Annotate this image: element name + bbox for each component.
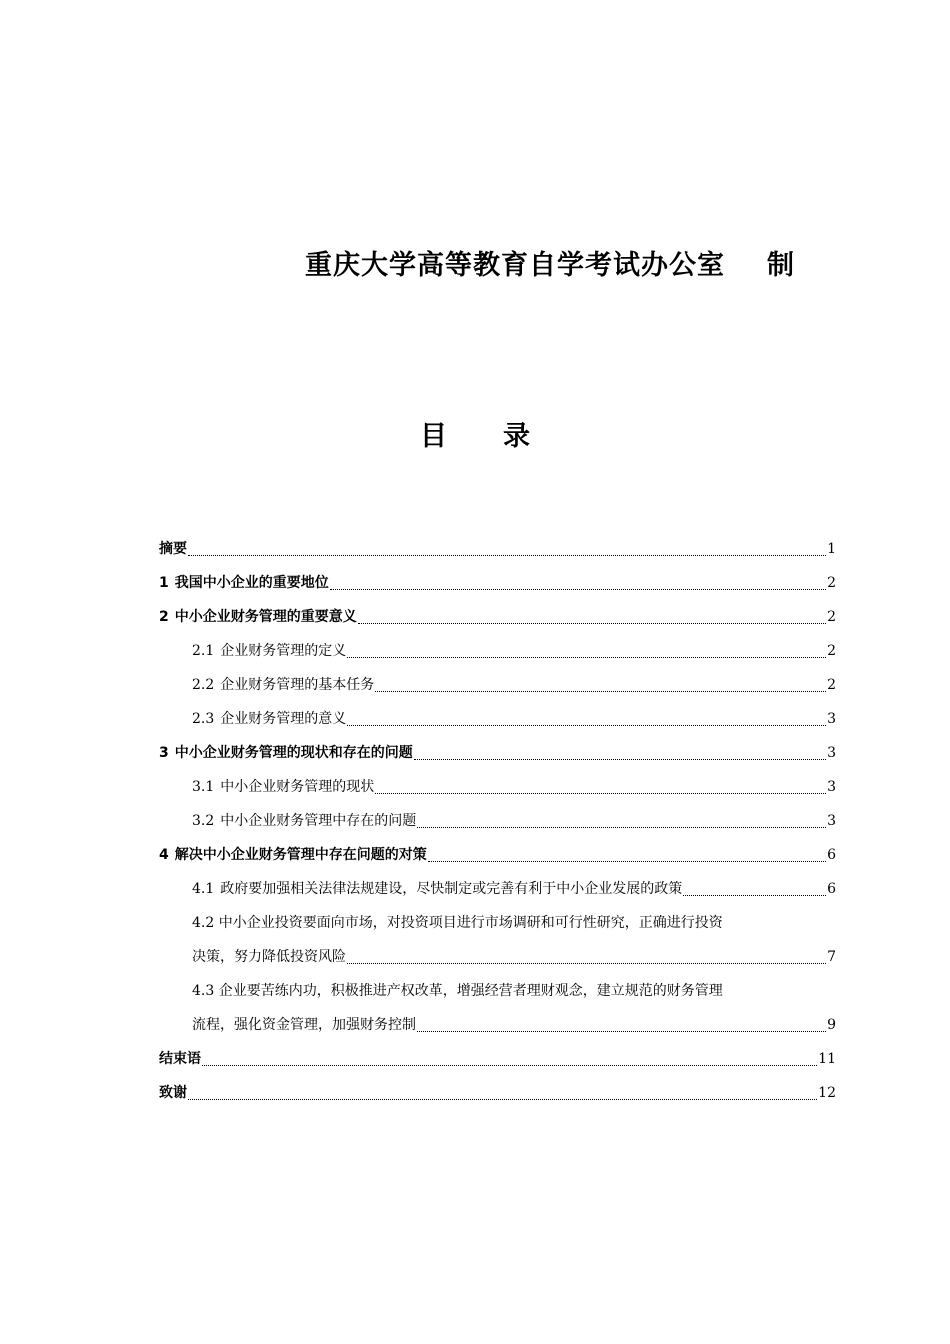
dot-leader [414, 759, 826, 760]
dot-leader [358, 623, 826, 624]
toc-entry-2-1[interactable] [159, 634, 836, 668]
toc-entry-page: 1 [827, 541, 836, 557]
toc-title-part1: 目 [420, 421, 447, 452]
toc-entry-line [159, 1008, 836, 1042]
toc-entry-2-3[interactable] [159, 702, 836, 736]
toc-entry-line [159, 906, 836, 940]
toc-entry-page: 3 [827, 745, 836, 761]
toc-title [0, 414, 950, 453]
toc-entry-text: 企业财务管理的意义 [220, 711, 347, 727]
toc-entry-page: 11 [818, 1051, 836, 1067]
toc-entry-page: 2 [827, 609, 836, 625]
toc-entry-page: 7 [827, 949, 836, 965]
toc-entry-page: 2 [827, 575, 836, 591]
toc-entry-page: 3 [827, 813, 836, 829]
dot-leader [375, 793, 826, 794]
toc-entry-text: 我国中小企业的重要地位 [174, 575, 329, 591]
toc-entry-line [159, 974, 836, 1008]
toc-entry-text: 中小企业财务管理的重要意义 [174, 609, 357, 625]
toc-entry-number: 2.1 [192, 643, 215, 659]
toc-entry-page: 2 [827, 643, 836, 659]
dot-leader [417, 827, 826, 828]
toc-entry-number: 4.2 [192, 915, 215, 931]
toc-entry-text: 企业要苦练内功，积极推进产权改革，增强经营者理财观念，建立规范的财务管理 [218, 983, 723, 999]
toc-entry-number: 4.3 [192, 983, 215, 999]
toc-entry-number: 4 [159, 847, 169, 863]
toc-entry-text: 政府要加强相关法律法规建设，尽快制定或完善有利于中小企业发展的政策 [220, 881, 683, 897]
toc-entry-number: 2 [159, 609, 169, 625]
toc-entry-text: 摘要 [159, 541, 187, 557]
office-heading [305, 243, 795, 282]
toc-entry-4-3[interactable] [159, 974, 836, 1042]
toc-entry-3-1[interactable] [159, 770, 836, 804]
toc-entry-abstract[interactable] [159, 532, 836, 566]
toc-entry-text: 结束语 [159, 1051, 201, 1067]
dot-leader [347, 963, 826, 964]
toc-entry-conclusion[interactable] [159, 1042, 836, 1076]
dot-leader [683, 895, 826, 896]
table-of-contents [159, 532, 836, 1110]
toc-entry-chapter-4[interactable] [159, 838, 836, 872]
toc-entry-number: 2.2 [192, 677, 215, 693]
toc-entry-text-continued: 流程，强化资金管理，加强财务控制 [192, 1017, 416, 1033]
toc-entry-number: 3.2 [192, 813, 215, 829]
toc-entry-number: 3.1 [192, 779, 215, 795]
office-suffix: 制 [767, 250, 795, 281]
toc-entry-page: 3 [827, 711, 836, 727]
toc-entry-3-2[interactable] [159, 804, 836, 838]
toc-entry-chapter-3[interactable] [159, 736, 836, 770]
office-name: 重庆大学高等教育自学考试办公室 [305, 250, 725, 281]
toc-title-part2: 录 [503, 421, 530, 452]
toc-entry-line [159, 940, 836, 974]
toc-entry-text: 企业财务管理的基本任务 [220, 677, 375, 693]
toc-entry-text: 企业财务管理的定义 [220, 643, 347, 659]
toc-entry-text: 中小企业财务管理的现状和存在的问题 [174, 745, 413, 761]
toc-entry-text: 中小企业财务管理中存在的问题 [220, 813, 417, 829]
toc-entry-number: 4.1 [192, 881, 215, 897]
toc-entry-page: 9 [827, 1017, 836, 1033]
dot-leader [188, 1099, 817, 1100]
toc-entry-acknowledgements[interactable] [159, 1076, 836, 1110]
toc-entry-4-1[interactable] [159, 872, 836, 906]
dot-leader [428, 861, 826, 862]
toc-entry-chapter-2[interactable] [159, 600, 836, 634]
toc-entry-number: 3 [159, 745, 169, 761]
dot-leader [330, 589, 826, 590]
toc-entry-text: 中小企业财务管理的现状 [220, 779, 375, 795]
toc-entry-text-continued: 决策，努力降低投资风险 [192, 949, 346, 965]
toc-entry-page: 3 [827, 779, 836, 795]
dot-leader [417, 1031, 826, 1032]
toc-entry-page: 6 [827, 847, 836, 863]
toc-entry-2-2[interactable] [159, 668, 836, 702]
toc-entry-text: 中小企业投资要面向市场，对投资项目进行市场调研和可行性研究，正确进行投资 [218, 915, 723, 931]
toc-entry-chapter-1[interactable] [159, 566, 836, 600]
toc-entry-text: 解决中小企业财务管理中存在问题的对策 [174, 847, 427, 863]
toc-entry-text: 致谢 [159, 1085, 187, 1101]
toc-entry-number: 1 [159, 575, 169, 591]
toc-entry-4-2[interactable] [159, 906, 836, 974]
dot-leader [188, 555, 826, 556]
dot-leader [202, 1065, 817, 1066]
dot-leader [347, 657, 826, 658]
dot-leader [375, 691, 826, 692]
dot-leader [347, 725, 826, 726]
toc-entry-page: 2 [827, 677, 836, 693]
toc-entry-page: 6 [827, 881, 836, 897]
toc-entry-number: 2.3 [192, 711, 215, 727]
toc-entry-page: 12 [818, 1085, 836, 1101]
